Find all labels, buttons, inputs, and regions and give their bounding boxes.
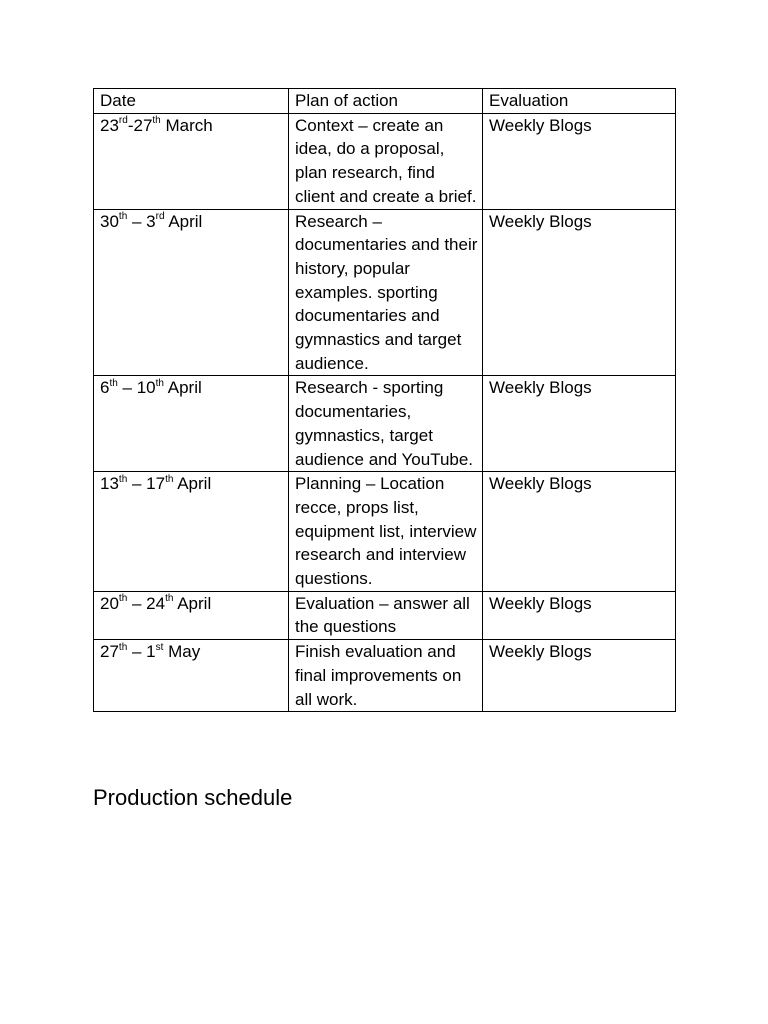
date-text: 20 (100, 593, 119, 613)
plan-of-action-cell: Finish evaluation and final improvements on all work. (289, 640, 483, 712)
table-row (94, 640, 676, 712)
date-ordinal-suffix: th (165, 593, 174, 605)
date-ordinal-suffix: th (165, 473, 174, 485)
date-text: April (163, 378, 202, 398)
date-text: March (160, 115, 213, 135)
date-cell (94, 376, 289, 472)
date-ordinal-suffix: th (152, 115, 161, 127)
evaluation-cell: Weekly Blogs (483, 472, 676, 592)
date-text: April (173, 474, 212, 494)
date-ordinal-suffix: th (118, 210, 128, 222)
evaluation-cell: Weekly Blogs (483, 591, 676, 639)
table-header-row (94, 89, 676, 114)
production-schedule-table (93, 88, 676, 712)
date-text: 27 (100, 642, 119, 662)
plan-of-action-cell: Research – documentaries and their history, popular examples. sporting documentaries and gymnastics and target audience. (289, 209, 483, 376)
table-body (94, 113, 676, 712)
plan-of-action-cell: Research - sporting documentaries, gymnastics, target audience and YouTube. (289, 376, 483, 472)
date-ordinal-suffix: th (109, 377, 118, 389)
plan-of-action-cell: Planning – Location recce, props list, equipment list, interview research and interview questions. (289, 472, 483, 592)
evaluation-cell: Weekly Blogs (483, 209, 676, 376)
date-text: April (164, 211, 203, 231)
date-text: 6 (100, 378, 110, 398)
date-text: – 1 (127, 642, 156, 662)
table-row (94, 209, 676, 376)
date-text: 13 (100, 474, 119, 494)
header-date: Date (94, 89, 289, 114)
date-cell (94, 472, 289, 592)
date-text: May (163, 642, 201, 662)
header-plan-of-action: Plan of action (289, 89, 483, 114)
date-text: 30 (100, 211, 119, 231)
table-row (94, 113, 676, 209)
date-ordinal-suffix: st (155, 641, 164, 653)
plan-of-action-cell: Evaluation – answer all the questions (289, 591, 483, 639)
date-cell (94, 113, 289, 209)
date-cell (94, 209, 289, 376)
evaluation-cell: Weekly Blogs (483, 376, 676, 472)
date-ordinal-suffix: th (155, 377, 164, 389)
header-evaluation: Evaluation (483, 89, 676, 114)
date-ordinal-suffix: th (118, 473, 128, 485)
table-row (94, 376, 676, 472)
date-text: – 10 (117, 378, 156, 398)
date-ordinal-suffix: th (118, 641, 128, 653)
date-text: -27 (127, 115, 153, 135)
date-cell (94, 591, 289, 639)
date-text: – 17 (127, 474, 166, 494)
date-ordinal-suffix: th (118, 593, 128, 605)
table-row (94, 472, 676, 592)
page-caption: Production schedule (93, 785, 293, 810)
date-text: – 3 (127, 211, 156, 231)
evaluation-cell: Weekly Blogs (483, 640, 676, 712)
date-cell (94, 640, 289, 712)
date-ordinal-suffix: rd (155, 210, 165, 222)
date-ordinal-suffix: rd (118, 115, 128, 127)
date-text: – 24 (127, 593, 166, 613)
evaluation-cell: Weekly Blogs (483, 113, 676, 209)
table-row (94, 591, 676, 639)
date-text: April (173, 593, 212, 613)
date-text: 23 (100, 115, 119, 135)
plan-of-action-cell: Context – create an idea, do a proposal, plan research, find client and create a brief. (289, 113, 483, 209)
